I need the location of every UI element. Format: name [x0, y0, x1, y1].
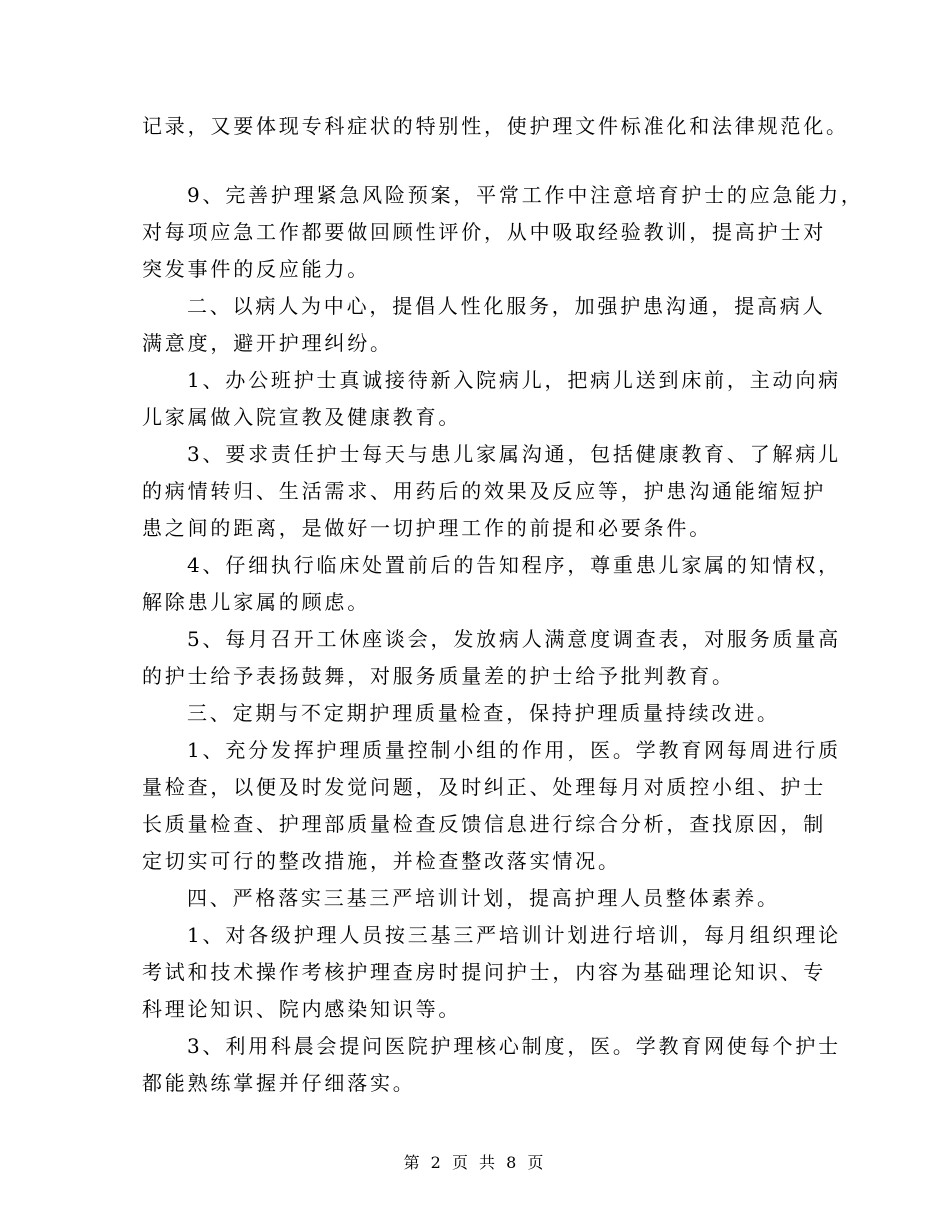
section-heading: 三、定期与不定期护理质量检查，保持护理质量持续改进。 [187, 701, 780, 725]
text-line: 1、办公班护士真诚接待新入院病儿，把病儿送到床前，主动向病 [187, 368, 841, 392]
text-line: 患之间的距离，是做好一切护理工作的前提和必要条件。 [142, 516, 712, 540]
text-line: 记录，又要体现专科症状的特别性，使护理文件标准化和法律规范化。 [142, 114, 849, 138]
text-line: 定切实可行的整改措施，并检查整改落实情况。 [142, 849, 621, 873]
text-line: 二、以病人为中心，提倡人性化服务，加强护患沟通，提高病人 [187, 294, 826, 318]
text-line: 都能熟练掌握并仔细落实。 [142, 1071, 416, 1095]
text-line: 对每项应急工作都要做回顾性评价，从中吸取经验教训，提高护士对 [142, 220, 826, 244]
text-line: 的病情转归、生活需求、用药后的效果及反应等，护患沟通能缩短护 [142, 479, 826, 503]
text-line: 考试和技术操作考核护理查房时提问护士，内容为基础理论知识、专 [142, 960, 826, 984]
page-footer: 第 2 页 共 8 页 [403, 1153, 547, 1172]
text-line: 满意度，避开护理纠纷。 [142, 331, 393, 355]
text-line: 4、仔细执行临床处置前后的告知程序，尊重患儿家属的知情权， [187, 553, 841, 577]
text-line: 9、完善护理紧急风险预案，平常工作中注意培育护士的应急能力， [187, 183, 864, 207]
section-heading: 四、严格落实三基三严培训计划，提高护理人员整体素养。 [187, 886, 780, 910]
text-line: 儿家属做入院宣教及健康教育。 [142, 405, 462, 429]
text-line: 解除患儿家属的顾虑。 [142, 590, 370, 614]
text-line: 科理论知识、院内感染知识等。 [142, 997, 462, 1021]
text-line: 的护士给予表扬鼓舞，对服务质量差的护士给予批判教育。 [142, 664, 735, 688]
text-line: 5、每月召开工休座谈会，发放病人满意度调查表，对服务质量高 [187, 627, 841, 651]
text-line: 突发事件的反应能力。 [142, 257, 370, 281]
text-line: 长质量检查、护理部质量检查反馈信息进行综合分析，查找原因，制 [142, 812, 826, 836]
text-line: 3、利用科晨会提问医院护理核心制度，医。学教育网使每个护士 [187, 1034, 841, 1058]
text-line: 1、充分发挥护理质量控制小组的作用，医。学教育网每周进行质 [187, 738, 841, 762]
text-line: 1、对各级护理人员按三基三严培训计划进行培训，每月组织理论 [187, 923, 841, 947]
text-line: 3、要求责任护士每天与患儿家属沟通，包括健康教育、了解病儿 [187, 442, 841, 466]
text-line: 量检查，以便及时发觉问题，及时纠正、处理每月对质控小组、护士 [142, 775, 826, 799]
